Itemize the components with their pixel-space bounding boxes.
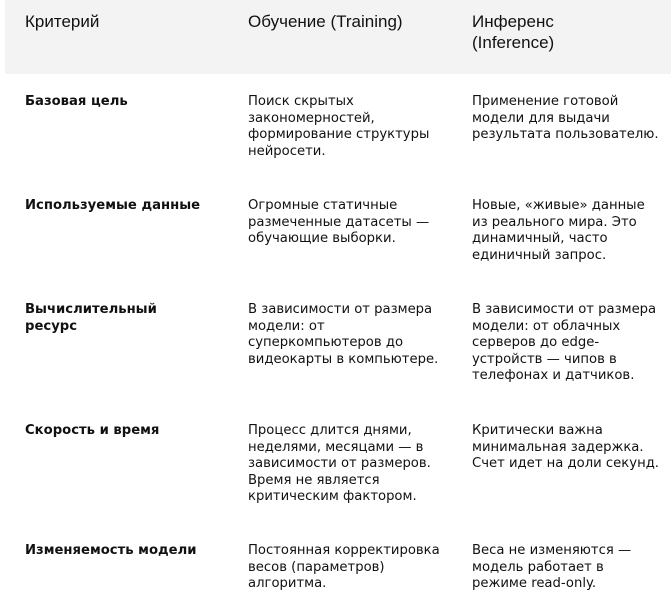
- inference-cell: Критически важна минимальная задержка. Счет идет на доли секунд.: [472, 423, 660, 471]
- training-cell: Постоянная корректировка весов (параметров) алгоритма.: [248, 543, 440, 591]
- inference-cell: Новые, «живые» данные из реального мира. Это динамичный, часто единичный запрос.: [472, 198, 645, 263]
- training-cell: В зависимости от размера модели: от суперкомпьютеров до видеокарты в компьютере.: [248, 302, 439, 367]
- inference-cell: Применение готовой модели для выдачи результата пользователю.: [472, 94, 659, 142]
- header-inference: Инференс (Inference): [472, 12, 555, 52]
- criterion-cell: Изменяемость модели: [25, 543, 197, 558]
- table-header: [5, 0, 671, 74]
- inference-cell: В зависимости от размера модели: от облачных серверов до edge-устройств — чипов в телефонах и датчиков.: [472, 302, 657, 383]
- header-criterion: Критерий: [25, 12, 100, 31]
- training-cell: Процесс длится днями, неделями, месяцами — в зависимости от размеров. Время не является критическим фактором.: [248, 423, 431, 504]
- training-cell: Поиск скрытых закономерностей, формирование структуры нейросети.: [248, 94, 430, 159]
- criterion-cell: Скорость и время: [25, 423, 160, 438]
- training-cell: Огромные статичные размеченные датасеты — обучающие выборки.: [248, 198, 430, 246]
- criterion-cell: Вычислительный ресурс: [25, 302, 157, 334]
- criterion-cell: Используемые данные: [25, 198, 201, 213]
- header-training: Обучение (Training): [248, 12, 403, 31]
- inference-cell: Веса не изменяются — модель работает в режиме read-only.: [472, 543, 632, 591]
- criterion-cell: Базовая цель: [25, 94, 128, 109]
